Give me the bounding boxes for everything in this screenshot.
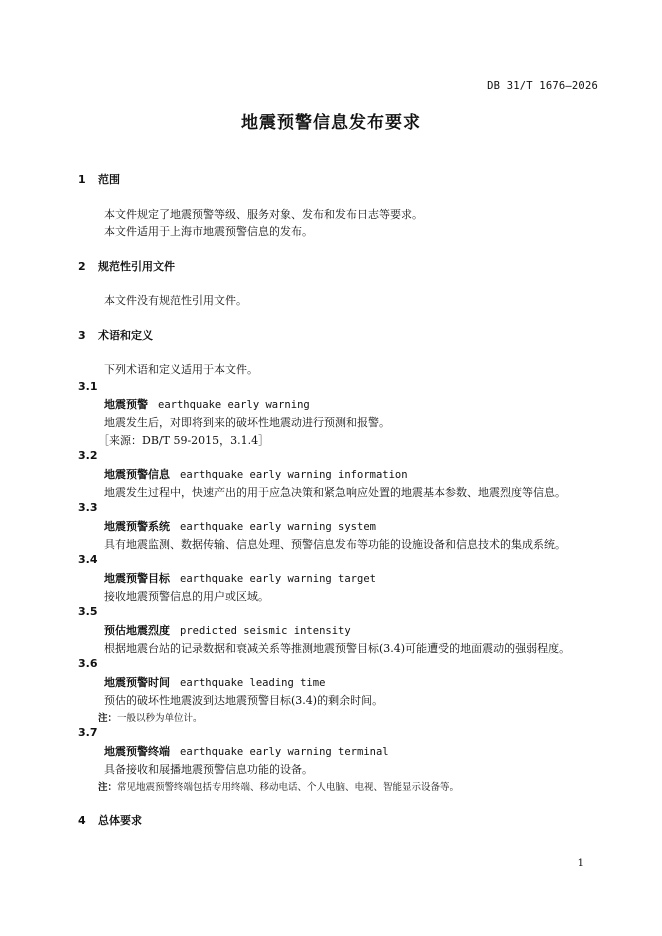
term-entry: [104, 518, 376, 534]
term-english: earthquake early warning target: [180, 573, 376, 585]
term-english: earthquake early warning information: [180, 469, 408, 481]
term-number: 3.7: [78, 726, 98, 739]
section-heading-normative-references: [78, 258, 175, 274]
section-number: 4: [78, 814, 86, 827]
note-text: 一般以秒为单位计。: [117, 713, 203, 724]
term-number: 3.3: [78, 501, 98, 514]
term-number: 3.5: [78, 605, 98, 618]
section-number: 1: [78, 173, 86, 186]
term-english: earthquake leading time: [180, 677, 326, 689]
section-title: 范围: [98, 173, 120, 186]
section-title: 总体要求: [98, 814, 142, 827]
section-heading-scope: [78, 171, 120, 187]
section-title: 术语和定义: [98, 329, 153, 342]
term-entry: [104, 466, 408, 482]
term-note: [98, 710, 203, 724]
note-text: 常见地震预警终端包括专用终端、移动电话、个人电脑、电视、智能显示设备等。: [117, 782, 460, 793]
term-entry: [104, 622, 351, 638]
term-english: earthquake early warning: [158, 399, 310, 411]
term-chinese: 地震预警时间: [104, 676, 170, 689]
term-definition: 地震发生后，对即将到来的破坏性地震动进行预测和报警。: [104, 416, 390, 429]
term-entry: [104, 396, 310, 412]
term-entry: [104, 674, 325, 690]
term-chinese: 地震预警: [104, 398, 148, 411]
term-source: ［来源：DB/T 59-2015，3.1.4］: [98, 434, 270, 447]
term-entry: [104, 570, 376, 586]
term-chinese: 地震预警信息: [104, 468, 170, 481]
term-english: earthquake early warning system: [180, 521, 376, 533]
note-label: 注：: [98, 713, 118, 724]
term-chinese: 预估地震烈度: [104, 624, 170, 637]
term-note: [98, 779, 459, 793]
term-definition: 地震发生过程中，快速产出的用于应急决策和紧急响应处置的地震基本参数、地震烈度等信息。: [104, 486, 566, 499]
document-title: 地震预警信息发布要求: [241, 113, 421, 133]
term-chinese: 地震预警目标: [104, 572, 170, 585]
term-definition: 具备接收和展播地震预警信息功能的设备。: [104, 763, 313, 776]
term-definition: 具有地震监测、数据传输、信息处理、预警信息发布等功能的设施设备和信息技术的集成系统。: [104, 538, 566, 551]
term-chinese: 地震预警终端: [104, 745, 170, 758]
section-heading-general-requirements: [78, 812, 142, 828]
paragraph: 本文件没有规范性引用文件。: [104, 294, 247, 307]
term-number: 3.6: [78, 657, 98, 670]
note-label: 注：: [98, 782, 118, 793]
term-number: 3.1: [78, 380, 98, 393]
section-number: 2: [78, 260, 86, 273]
section-title: 规范性引用文件: [98, 260, 175, 273]
paragraph: 下列术语和定义适用于本文件。: [104, 363, 258, 376]
document-number: DB 31/T 1676—2026: [487, 80, 598, 92]
term-chinese: 地震预警系统: [104, 520, 170, 533]
term-definition: 根据地震台站的记录数据和衰减关系等推测地震预警目标(3.4)可能遭受的地面震动的强弱程度。: [104, 642, 571, 655]
term-number: 3.2: [78, 449, 98, 462]
page-number: 1: [577, 858, 584, 869]
term-english: predicted seismic intensity: [180, 625, 351, 637]
term-entry: [104, 743, 389, 759]
section-number: 3: [78, 329, 86, 342]
paragraph: 本文件适用于上海市地震预警信息的发布。: [104, 225, 313, 238]
paragraph: 本文件规定了地震预警等级、服务对象、发布和发布日志等要求。: [104, 208, 423, 221]
term-english: earthquake early warning terminal: [180, 746, 389, 758]
term-number: 3.4: [78, 553, 98, 566]
term-definition: 接收地震预警信息的用户或区域。: [104, 590, 269, 603]
term-definition: 预估的破坏性地震波到达地震预警目标(3.4)的剩余时间。: [104, 694, 384, 707]
section-heading-terms: [78, 327, 153, 343]
